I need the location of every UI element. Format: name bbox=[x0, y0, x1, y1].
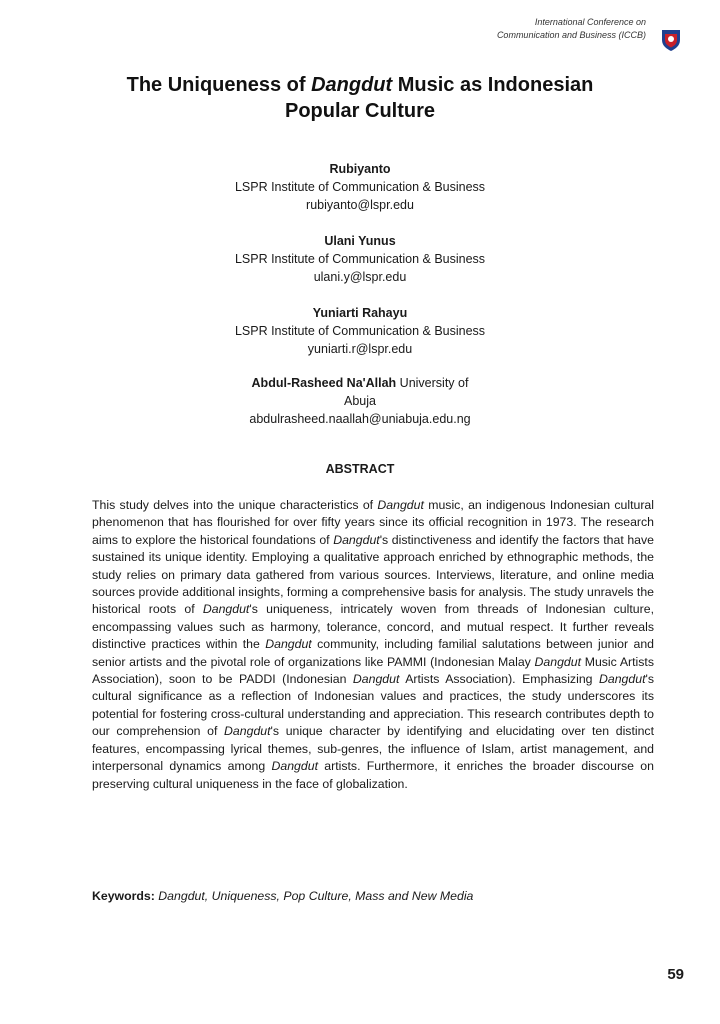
abstract-text: Music Artists Association), soon to be PADDI (Indonesian bbox=[92, 654, 654, 687]
abstract-heading: ABSTRACT bbox=[325, 462, 395, 476]
author-email: rubiyanto@lspr.edu bbox=[306, 198, 414, 212]
author-block-4 bbox=[60, 374, 660, 428]
author-affiliation-part-1: University of bbox=[396, 376, 469, 390]
abstract-italic-term: Dangdut bbox=[377, 498, 424, 512]
abstract-italic-term: Dangdut bbox=[599, 672, 646, 687]
abstract-italic-term: Dangdut bbox=[265, 637, 312, 652]
keywords-label: Keywords: bbox=[92, 889, 155, 903]
author-affiliation: LSPR Institute of Communication & Business bbox=[234, 180, 486, 194]
title-italic-term: Dangdut bbox=[311, 74, 393, 96]
abstract-text: 's uniqueness, intricately woven from threads of Indonesian culture, encompassing values such as harmony, tolerance, concord, and mutual respect. It further reveals distinctive practices within the bbox=[92, 602, 654, 652]
author-affiliation: LSPR Institute of Communication & Business bbox=[234, 324, 486, 338]
author-email: abdulrasheed.naallah@uniabuja.edu.ng bbox=[249, 412, 471, 426]
author-block-2 bbox=[60, 232, 660, 286]
abstract-text: music, an indigenous Indonesian cultural phenomenon that has flourished for over fifty years since its official recognition in 1973. The research aims to explore the historical foundations of bbox=[92, 498, 654, 547]
title-part-1: The Uniqueness of bbox=[126, 74, 312, 96]
header-line-1: International Conference on bbox=[534, 17, 646, 27]
author-affiliation: LSPR Institute of Communication & Business bbox=[234, 252, 486, 266]
abstract-text: Artists Association). Emphasizing bbox=[399, 672, 599, 687]
author-block-3 bbox=[60, 304, 660, 358]
title-line-2: Popular Culture bbox=[284, 100, 435, 122]
author-email: yuniarti.r@lspr.edu bbox=[307, 342, 413, 356]
author-block-1 bbox=[60, 160, 660, 214]
abstract-italic-term: Dangdut bbox=[534, 654, 582, 669]
abstract-italic-term: Dangdut bbox=[202, 602, 250, 617]
abstract-paragraph bbox=[92, 497, 654, 793]
abstract-text: artists. Furthermore, it enriches the broader discourse on preserving cultural uniqueness in the face of globalization. bbox=[92, 759, 654, 791]
running-header bbox=[497, 16, 646, 42]
page-number: 59 bbox=[667, 966, 684, 983]
abstract-italic-term: Dangdut bbox=[352, 672, 400, 687]
abstract-text: 's distinctiveness and identify the factors that have sustained its unique identity. Employing a qualitative approach enriched by ethnographic methods, the study relies on primary data gathered from various sources. Interviews, literature, and online media sources provide additional insights, forming a comprehensive basis for analysis. The study unravels the historical roots of bbox=[92, 532, 655, 617]
paper-title bbox=[60, 72, 660, 124]
abstract-text: 's unique character by identifying and elucidating over ten distinct features, encompassing lyrical themes, sub-genres, the influence of Islam, artist management, and interpersonal dynamics among bbox=[92, 724, 654, 774]
abstract-text: community, including familial salutations between junior and senior artists and the pivotal role of organizations like PAMMI (Indonesian Malay bbox=[92, 637, 654, 669]
abstract-text: 's cultural significance as a reflection of Indonesian values and practices, the study underscores its potential for fostering cross-cultural understanding and appreciation. This research contributes depth to our comprehension of bbox=[92, 672, 654, 739]
abstract-text: This study delves into the unique characteristics of bbox=[92, 498, 378, 512]
abstract-italic-term: Dangdut bbox=[333, 532, 380, 547]
author-name: Ulani Yunus bbox=[324, 234, 396, 248]
keywords-line bbox=[92, 889, 654, 903]
abstract-italic-term: Dangdut bbox=[271, 759, 318, 774]
author-name: Abdul-Rasheed Na'Allah bbox=[251, 376, 397, 390]
abstract-italic-term: Dangdut bbox=[224, 724, 271, 739]
author-email: ulani.y@lspr.edu bbox=[313, 270, 407, 284]
abstract-body bbox=[92, 497, 654, 793]
keywords-values: Dangdut, Uniqueness, Pop Culture, Mass and New Media bbox=[154, 889, 474, 903]
author-name: Rubiyanto bbox=[329, 162, 391, 176]
author-affiliation-part-2: Abuja bbox=[344, 394, 376, 408]
title-part-2: Music as Indonesian bbox=[392, 74, 594, 96]
header-line-2: Communication and Business (ICCB) bbox=[496, 30, 646, 40]
conference-logo bbox=[660, 28, 682, 52]
author-name: Yuniarti Rahayu bbox=[312, 306, 408, 320]
